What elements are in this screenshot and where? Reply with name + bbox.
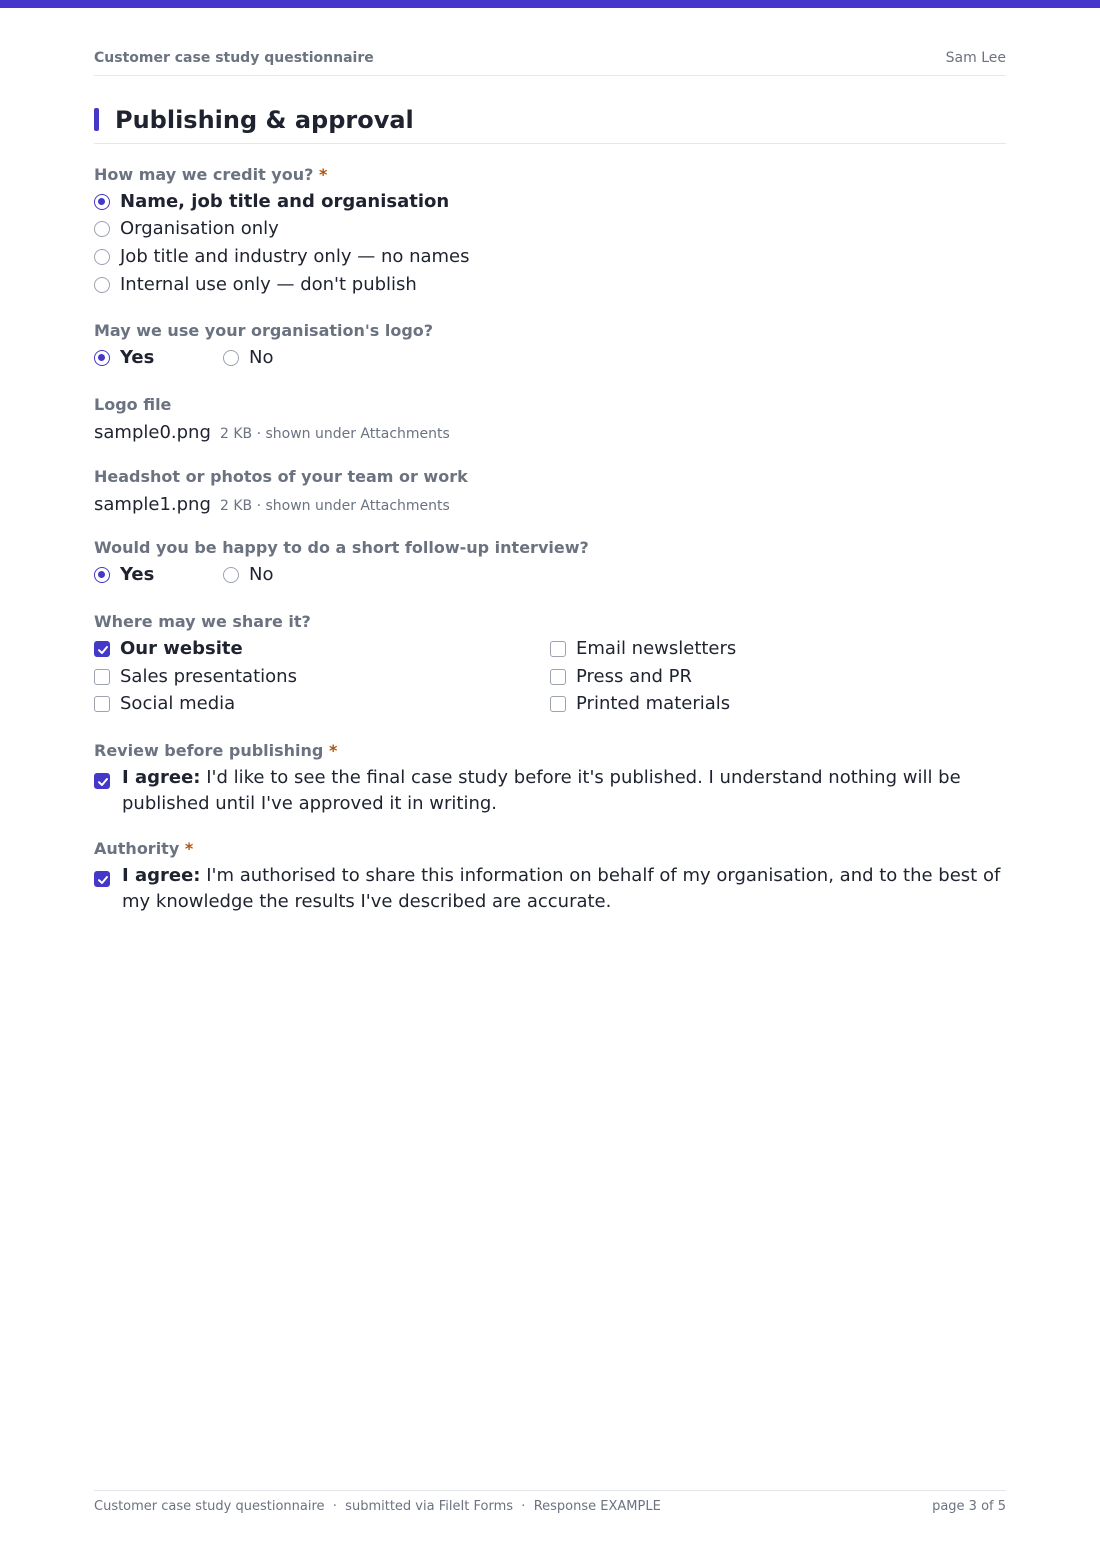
share-question-label: Where may we share it?: [94, 612, 311, 631]
checkbox-icon[interactable]: [550, 669, 566, 685]
document-title: Customer case study questionnaire: [94, 50, 374, 66]
agree-label: I agree:: [122, 767, 201, 788]
form-page: [94, 0, 1006, 1556]
section-accent-bar: [94, 108, 99, 131]
logo-option-label: No: [249, 347, 274, 368]
radio-icon[interactable]: [94, 277, 110, 293]
section-title: Publishing & approval: [115, 106, 414, 134]
checkbox-icon[interactable]: [94, 669, 110, 685]
credit-question-label: [94, 165, 327, 185]
checkbox-icon[interactable]: [550, 696, 566, 712]
checkbox-checked-icon[interactable]: [94, 641, 110, 657]
document-footer: [94, 1490, 1006, 1520]
share-option-label: Email newsletters: [576, 638, 737, 659]
checkbox-icon[interactable]: [550, 641, 566, 657]
review-question-label: [94, 741, 337, 761]
footer-info: Customer case study questionnaire · submitted via FileIt Forms · Response EXAMPLE: [94, 1499, 661, 1514]
checkbox-checked-icon[interactable]: [94, 773, 110, 789]
agree-label: I agree:: [122, 865, 201, 886]
radio-icon[interactable]: [94, 249, 110, 265]
credit-option-label: Job title and industry only — no names: [120, 246, 470, 267]
radio-selected-icon[interactable]: [94, 350, 110, 366]
photos-file-label: Headshot or photos of your team or work: [94, 467, 468, 486]
logo-file-label: Logo file: [94, 395, 172, 414]
radio-icon[interactable]: [223, 567, 239, 583]
share-option-label: Printed materials: [576, 693, 731, 714]
authority-agreement-text: [122, 863, 1006, 915]
credit-option-label: Name, job title and organisation: [120, 191, 450, 212]
interview-question-label: Would you be happy to do a short follow-up interview?: [94, 538, 589, 557]
share-option-label: Sales presentations: [120, 666, 297, 687]
radio-icon[interactable]: [223, 350, 239, 366]
logo-question-label: May we use your organisation's logo?: [94, 321, 434, 340]
share-option-label: Social media: [120, 693, 236, 714]
logo-file-entry: [94, 421, 450, 445]
required-mark: *: [184, 839, 194, 858]
photos-file-entry: [94, 493, 450, 517]
radio-selected-icon[interactable]: [94, 567, 110, 583]
section-header: [94, 104, 1006, 144]
interview-option-label: Yes: [120, 564, 155, 585]
logo-option-label: Yes: [120, 347, 155, 368]
checkbox-icon[interactable]: [94, 696, 110, 712]
respondent-name: Sam Lee: [945, 50, 1006, 66]
document-header: [94, 48, 1006, 76]
authority-question-text: Authority: [94, 839, 180, 858]
share-option-label: Press and PR: [576, 666, 693, 687]
photos-file-name: sample1.png: [94, 494, 211, 515]
radio-icon[interactable]: [94, 221, 110, 237]
required-mark: *: [328, 741, 338, 760]
authority-agreement[interactable]: [94, 863, 1006, 917]
logo-file-name: sample0.png: [94, 422, 211, 443]
interview-option-label: No: [249, 564, 274, 585]
page-number: page 3 of 5: [932, 1499, 1006, 1514]
checkbox-checked-icon[interactable]: [94, 871, 110, 887]
review-agreement-text: [122, 765, 1006, 817]
credit-option-label: Organisation only: [120, 218, 279, 239]
radio-selected-icon[interactable]: [94, 194, 110, 210]
review-agreement[interactable]: [94, 765, 1006, 819]
photos-file-meta: 2 KB · shown under Attachments: [219, 498, 450, 514]
review-statement: I'd like to see the final case study before it's published. I understand nothing will be published until I've approved it in writing.: [122, 767, 961, 814]
authority-statement: I'm authorised to share this information on behalf of my organisation, and to the best of my knowledge the results I've described are accurate.: [122, 865, 1001, 912]
review-question-text: Review before publishing: [94, 741, 324, 760]
share-option-label: Our website: [120, 638, 243, 659]
logo-file-meta: 2 KB · shown under Attachments: [219, 426, 450, 442]
credit-option-label: Internal use only — don't publish: [120, 274, 417, 295]
required-mark: *: [318, 165, 328, 184]
authority-question-label: [94, 839, 193, 859]
credit-question-text: How may we credit you?: [94, 165, 314, 184]
